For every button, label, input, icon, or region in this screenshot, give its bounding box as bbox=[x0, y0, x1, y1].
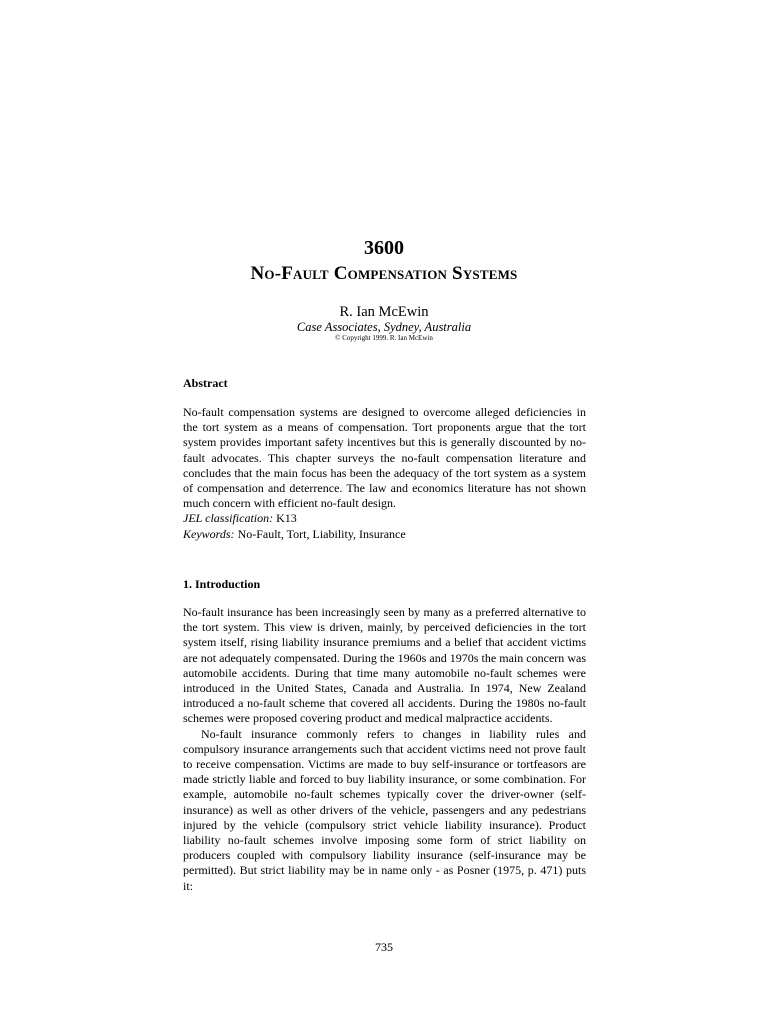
abstract-paragraph: No-fault compensation systems are designed to overcome alleged deficiencies in the tort system as a means of compensation. Tort proponents argue that the tort system provides important safety incentives but this is generally discounted by no-fault advocates. This chapter surveys the no-fault compensation literature and concludes that the main focus has been the adequacy of the tort system as a system of compensation and deterrence. The law and economics literature has not shown much concern with efficient no-fault design. bbox=[183, 405, 586, 511]
author-affiliation: Case Associates, Sydney, Australia bbox=[296, 320, 472, 334]
abstract-heading: Abstract bbox=[183, 376, 228, 390]
introduction-heading: 1. Introduction bbox=[183, 577, 261, 591]
keywords-value: No-Fault, Tort, Liability, Insurance bbox=[234, 526, 406, 541]
jel-label: JEL classification: bbox=[183, 511, 274, 526]
chapter-number: 3600 bbox=[364, 237, 404, 259]
introduction-body bbox=[183, 605, 586, 894]
jel-value: K13 bbox=[273, 511, 297, 526]
copyright-notice: © Copyright 1999. R. Ian McEwin bbox=[335, 334, 433, 342]
keywords-label: Keywords: bbox=[183, 526, 235, 541]
abstract-body bbox=[183, 405, 586, 511]
introduction-paragraph-1: No-fault insurance has been increasingly seen by many as a preferred alternative to the tort system. This view is driven, mainly, by perceived deficiencies in the tort system itself, rising liability insurance premiums and a belief that accident victims are not adequately compensated. During the 1960s and 1970s the main concern was automobile accidents. During that time many automobile no-fault schemes were introduced in the United States, Canada and Australia. In 1974, New Zealand introduced a no-fault scheme that covered all accidents. During the 1980s no-fault schemes were proposed covering product and medical malpractice accidents. bbox=[183, 605, 586, 726]
jel-classification bbox=[183, 511, 586, 526]
author-name: R. Ian McEwin bbox=[339, 304, 429, 320]
page-number: 735 bbox=[375, 940, 393, 954]
keywords bbox=[183, 527, 586, 542]
chapter-title: No-Fault Compensation Systems bbox=[250, 263, 518, 284]
abstract-section bbox=[183, 405, 586, 542]
introduction-paragraph-2: No-fault insurance commonly refers to changes in liability rules and compulsory insurance arrangements such that accident victims need not prove fault to receive compensation. Victims are made to buy self-insurance or tortfeasors are made strictly liable and forced to buy liability insurance, or some combination. For example, automobile no-fault schemes typically cover the driver-owner (self-insurance) as well as other drivers of the vehicle, passengers and any pedestrians injured by the vehicle (compulsory strict vehicle liability insurance). Product liability no-fault schemes involve imposing some form of strict liability on producers coupled with compulsory liability insurance (self-insurance may be permitted). But strict liability may be in name only - as Posner (1975, p. 471) puts it: bbox=[183, 726, 586, 893]
